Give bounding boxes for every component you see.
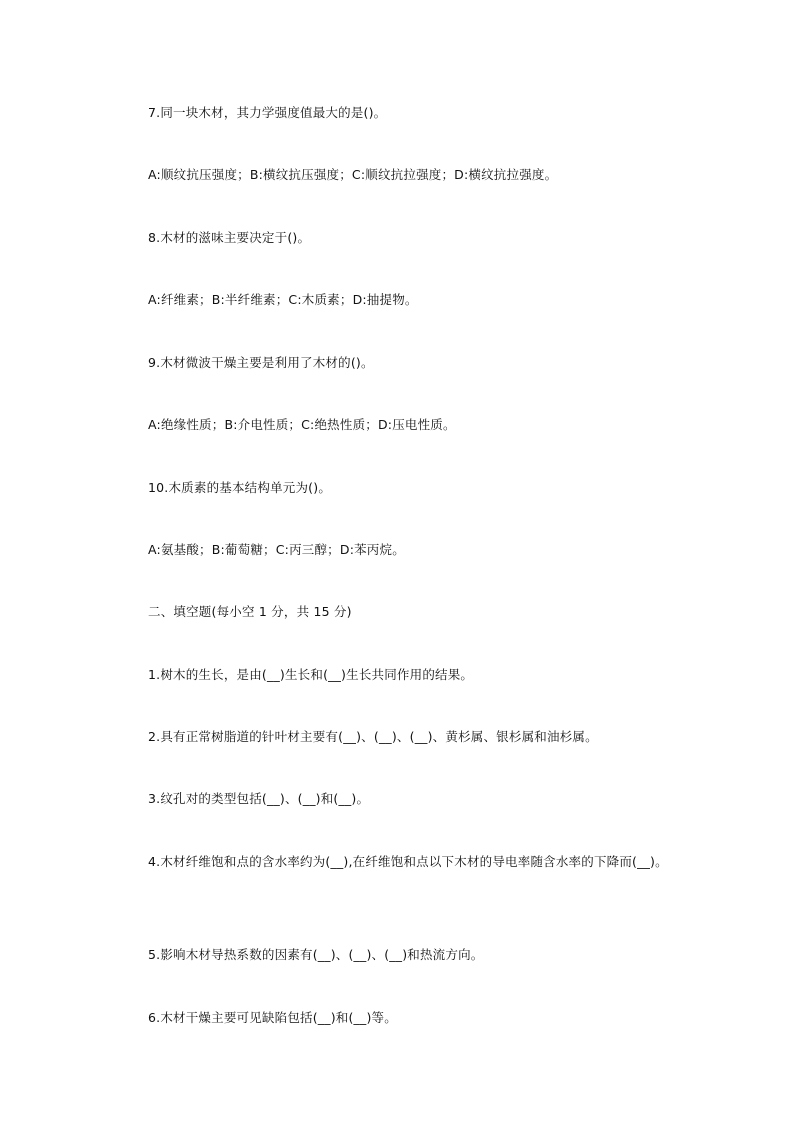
question-7: 7.同一块木材，其力学强度值最大的是()。 [148,105,387,120]
fill-question-2: 2.具有正常树脂道的针叶材主要有(__)、(__)、(__)、黄杉属、银杉属和油杉属。 [148,729,598,744]
fill-question-1: 1.树木的生长，是由(__)生长和(__)生长共同作用的结果。 [148,667,474,682]
question-8: 8.木材的滋味主要决定于()。 [148,230,311,245]
fill-question-6: 6.木材干燥主要可见缺陷包括(__)和(__)等。 [148,1010,397,1025]
question-8-options: A:纤维素；B:半纤维素；C:木质素；D:抽提物。 [148,292,418,307]
fill-question-5: 5.影响木材导热系数的因素有(__)、(__)、(__)和热流方向。 [148,947,484,962]
question-10-options: A:氨基酸；B:葡萄糖；C:丙三醇；D:苯丙烷。 [148,542,405,557]
fill-question-3: 3.纹孔对的类型包括(__)、(__)和(__)。 [148,791,370,806]
question-10: 10.木质素的基本结构单元为()。 [148,480,332,495]
fill-question-4: 4.木材纤维饱和点的含水率约为(__),在纤维饱和点以下木材的导电率随含水率的下降而(__)。 [148,854,668,869]
question-9: 9.木材微波干燥主要是利用了木材的()。 [148,355,374,370]
question-9-options: A:绝缘性质；B:介电性质；C:绝热性质；D:压电性质。 [148,417,456,432]
question-7-options: A:顺纹抗压强度；B:横纹抗压强度；C:顺纹抗拉强度；D:横纹抗拉强度。 [148,167,558,182]
section-heading-fill-blank: 二、填空题(每小空 1 分，共 15 分) [148,604,352,619]
